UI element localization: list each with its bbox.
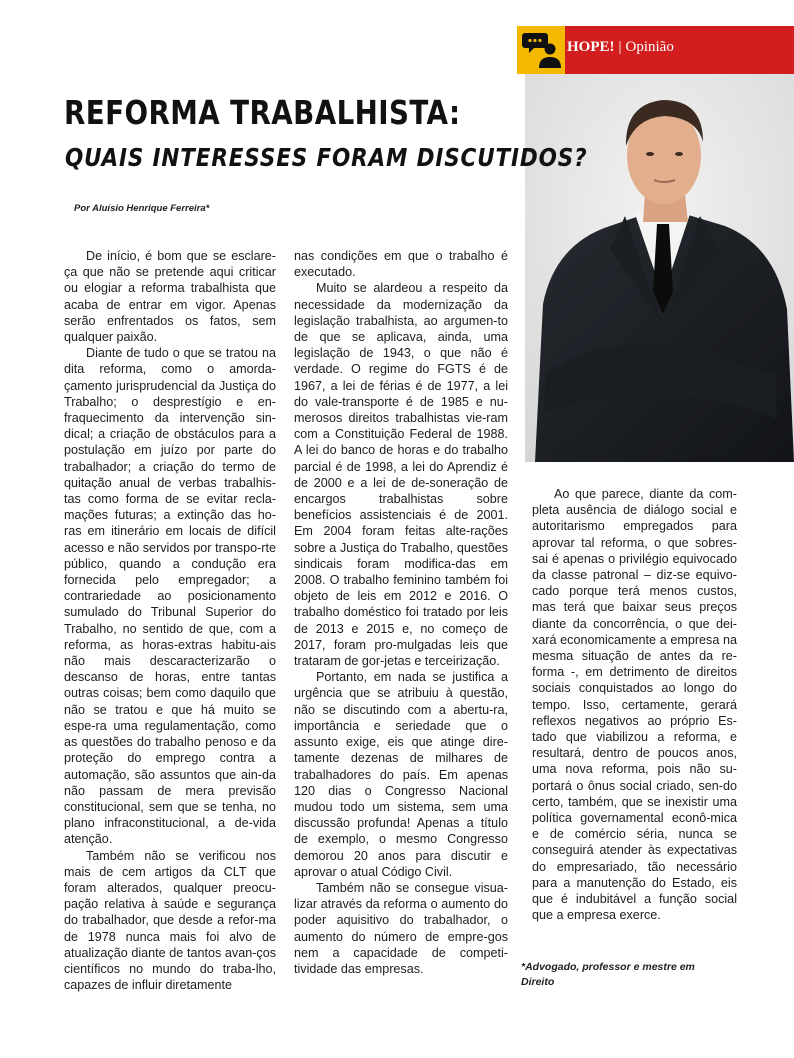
article-column-2 xyxy=(294,248,508,977)
article-column-1 xyxy=(64,248,276,993)
paragraph: Muito se alardeou a respeito da necessidade da modernização da legislação trabalhista, ao argumen-to de que se aplicava, ainda, uma legislação de 1943, o que não é verdade. O regime do FGTS é de 1967, a lei de férias é de 1977, a lei do vale-transporte é de 1985 e nu-merosos direitos trabalhistas vie-ram com a Constituição Federal de 1988. A lei do banco de horas e do trabalho parcial é de 1998, a lei do Aprendiz é de 2000 e a lei de de-soneração de encargos trabalhistas sobre benefícios assistenciais é de 2001. Em 2004 foram feitas alte-rações sobre a Justiça do Trabalho, questões sindicais foram modifica-das em 2008. O trabalho feminino também foi objeto de leis em 2012 e 2016. O trabalho doméstico foi tratado por leis de 2013 e 2015 e, no começo de 2017, foram pro-mulgadas leis que trataram de gor-jetas e terceirização. xyxy=(294,281,508,669)
author-photo xyxy=(525,74,794,462)
paragraph: Também não se verificou nos mais de cem artigos da CLT que foram alterados, qualquer preocu-pação relativa à saúde e segurança do trabalhador, que desde a refor-ma de 1978 nunca mais foi alvo de atualização diante de tantos avan-ços científicos no mundo do traba-lho, capazes de influir diretamente xyxy=(64,848,276,993)
author-footnote: *Advogado, professor e mestre em Direito xyxy=(521,961,695,988)
paragraph: Também não se consegue visua-lizar através da reforma o aumento do poder aquisitivo do trabalhador, o aumento do número de empre-gos nem a capacidade de competi-tividade das empresas. xyxy=(294,880,508,976)
article-subtitle: QUAIS INTERESSES FORAM DISCUTIDOS? xyxy=(65,143,588,172)
section-name: Opinião xyxy=(625,39,674,55)
paragraph: De início, é bom que se esclare-ça que não se pretende aqui criticar ou elogiar a reforma trabalhista que acaba de entrar em vigor. Apenas serão enfrentados os fatos, sem qualquer paixão. xyxy=(64,249,276,345)
brand-name: HOPE! xyxy=(567,39,615,55)
paragraph-continuation: nas condições em que o trabalho é executado. xyxy=(294,249,508,280)
paragraph: Portanto, em nada se justifica a urgência que se atribuiu à questão, não se discutindo com a abertu-ra, importância e seriedade que o assunto exige, eis que atinge dire-tamente dezenas de milhares de trabalhadores do país. Em apenas 120 dias o Congresso Nacional mudou todo um sistema, sem uma discussão profunda! Apenas a título de exemplo, o mesmo Congresso demorou 20 anos para discutir e aprovar o atual Código Civil. xyxy=(294,670,508,879)
article-byline: Por Aluísio Henrique Ferreira* xyxy=(74,203,210,214)
section-label xyxy=(567,39,674,56)
label-separator: | xyxy=(618,39,622,55)
article-column-3 xyxy=(532,486,737,923)
paragraph: Ao que parece, diante da com-pleta ausência de diálogo social e autoritarismo empregados para aprovar tal reforma, o que sobres-sai é apenas o privilégio equivocado da classe patronal – diz-se equivo-cado porque terá menos custos, mas terá que baixar seus preços diante da concorrência, o que dei-xará economicamente a empresa na mesma situação de antes da re-forma -, em detrimento de direitos sociais conquistados ao longo do tempo. Isso, certamente, gerará reflexos negativos ao próprio Es-tado que viabilizou a reforma, e resultará, dentro de poucos anos, uma nova reforma, pois não su-portará o ônus social criado, sen-do certo, também, que se inexistir uma política governamental econô-mica e de comércio séria, nunca se conseguirá atender às expectativas do empresariado, tão necessário para a manutenção do Estado, eis que é indubitável a função social que a empresa exerce. xyxy=(532,487,737,923)
article-title: REFORMA TRABALHISTA: xyxy=(64,93,461,132)
speech-person-icon xyxy=(517,26,565,74)
paragraph: Diante de tudo o que se tratou na dita reforma, como o amorda-çamento jurisprudencial da Justiça do Trabalho; o desprestígio e en-fraquecimento da intervenção sin-dical; a criação de obstáculos para a postulação em juízo por parte do trabalhador; a criação do termo de quitação anual de verbas trabalhis-tas como forma de se evitar recla-mações futuras; a extinção das ho-ras em itinerário em locais de difícil acesso e não servidos por transpo-rte público, quando a condução era fornecida pelo empregador; a contrariedade ao posicionamento sumulado do Tribunal Superior do Trabalho, no sentido de que, com a reforma, as horas-extras habitu-ais não mais descaracterizarão o descanso de horas, entre tantas outras coisas; bem como daquilo que não se tratou e que há muito se espe-ra uma regulamentação, como as questões do trabalho penoso e da proteção do emprego contra a automação, são assuntos que ain-da não passam de mera previsão constitucional, sem que se tenha, no plano infraconstitucional, a de-vida atenção. xyxy=(64,346,276,847)
